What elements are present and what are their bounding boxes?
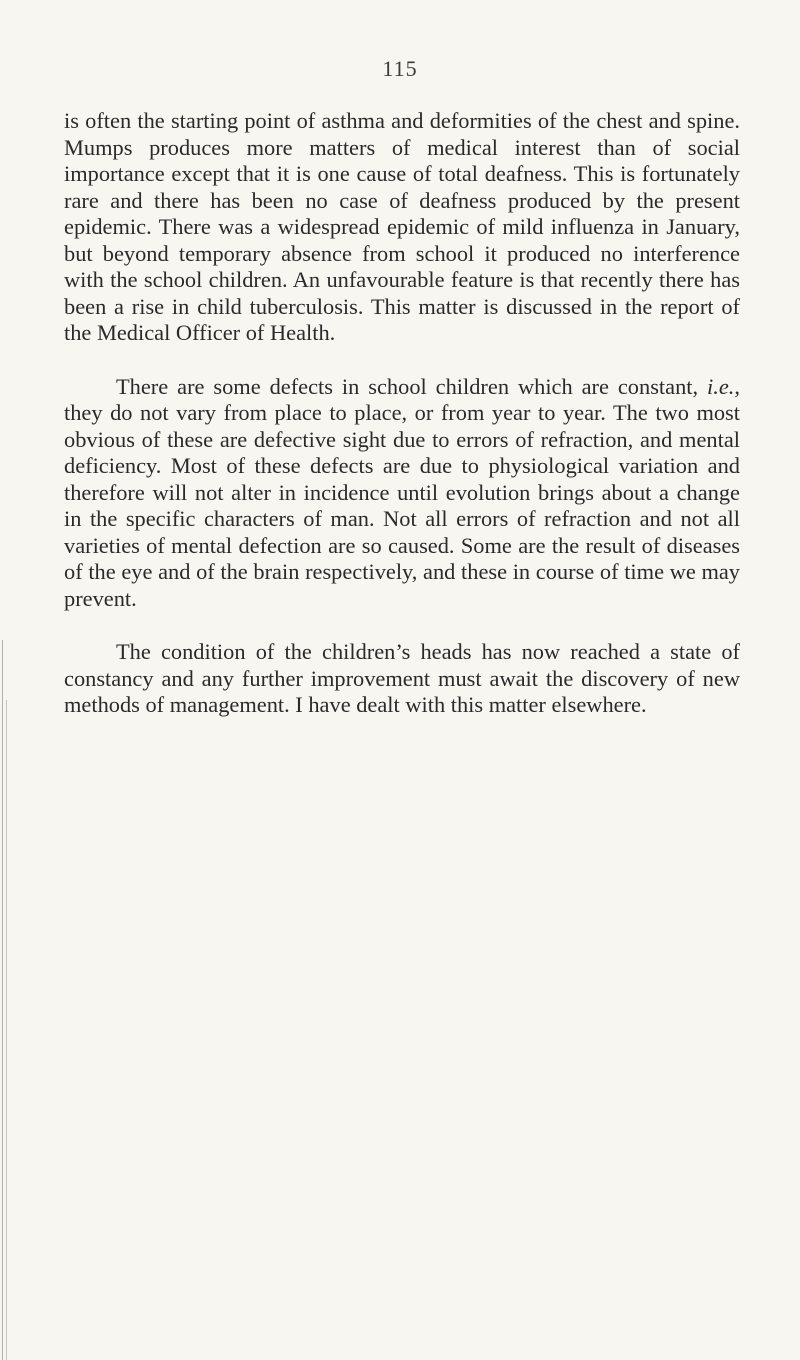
binding-edge-line: [2, 640, 3, 1360]
page-number: 115: [382, 56, 418, 81]
paragraph-2-lead: There are some defects in school children which are constant,: [116, 373, 708, 399]
paragraph-2-rest: , they do not vary from place to place, or from year to year. The two most obvious of these are defective sight due to errors of refraction, and mental deficiency. Most of these defects are due to physiological variation and therefore will not alter in incidence until evolution brings about a change in the specific characters of man. Not all errors of refraction and not all varieties of mental defection are so caused. Some are the result of diseases of the eye and of the brain respectively, and these in course of time we may prevent.: [64, 373, 740, 611]
paragraph-2-italic: i.e.: [707, 373, 735, 399]
body-text: [64, 108, 740, 719]
paragraph-3: The condition of the children’s heads has now reached a state of constancy and any further improvement must await the discovery of new methods of management. I have dealt with this matter elsewhere.: [64, 639, 740, 717]
paragraph-2: [64, 374, 740, 613]
paragraph-1: is often the starting point of asthma and deformities of the chest and spine. Mumps produces more matters of medical interest than of social importance except that it is one cause of total deafness. This is fortunately rare and there has been no case of deafness produced by the present epidemic. There was a widespread epidemic of mild influenza in January, but beyond temporary absence from school it produced no interference with the school children. An unfavourable feature is that recently there has been a rise in child tuberculosis. This matter is discussed in the report of the Medical Officer of Health.: [64, 108, 740, 345]
